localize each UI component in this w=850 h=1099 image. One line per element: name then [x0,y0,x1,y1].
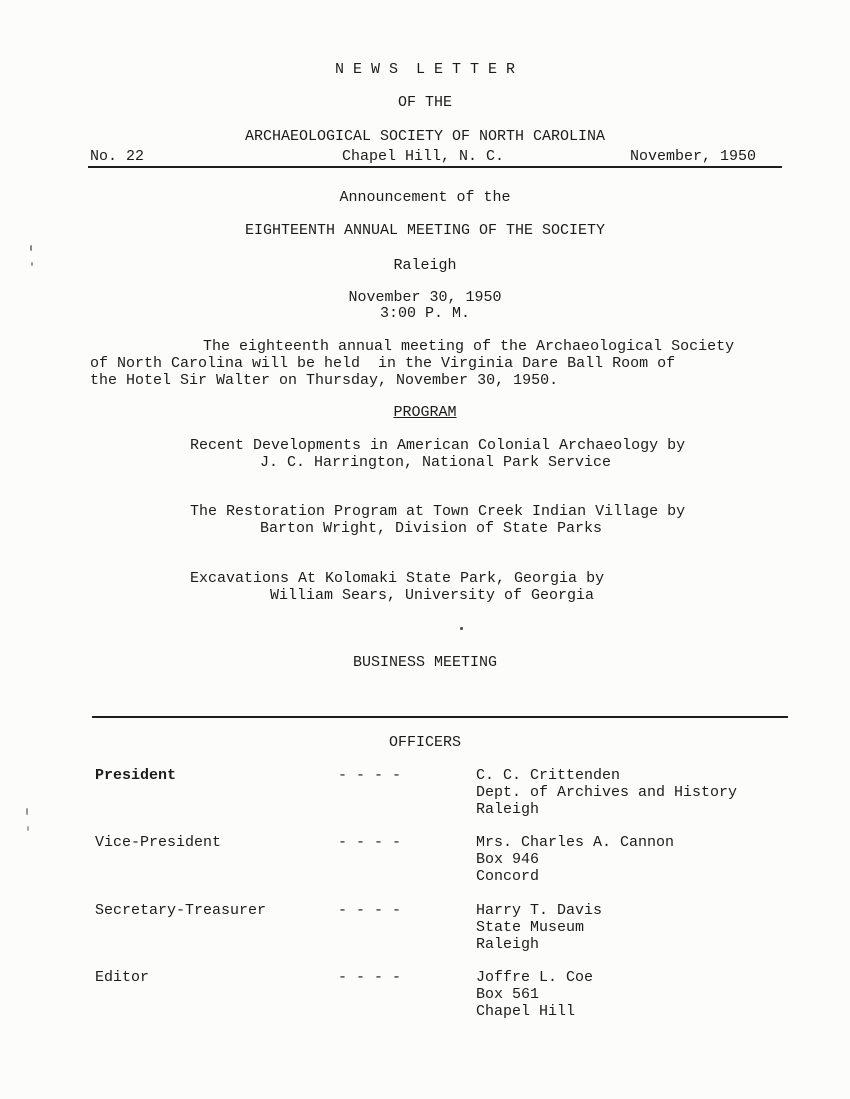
meeting-date: November 30, 1950 [348,289,502,306]
issue-number: No. 22 [90,148,145,165]
officer-role: Secretary-Treasurer [95,902,267,919]
announcement-paragraph-line: of North Carolina will be held in the Virginia Dare Ball Room of [90,355,676,372]
business-meeting: BUSINESS MEETING [352,654,498,671]
meeting-time: 3:00 P. M. [379,305,470,322]
officer-role: President [95,767,177,784]
officers-heading: OFFICERS [388,734,461,751]
announcement-paragraph-line: The eighteenth annual meeting of the Archaeological Society [203,338,735,355]
scan-mark [31,262,33,266]
officer-dashes: - - - - [338,767,402,784]
program-item-speaker: J. C. Harrington, National Park Service [260,454,612,471]
scan-mark [27,826,29,831]
program-item-title: Excavations At Kolomaki State Park, Georgia by [190,570,605,587]
announcement-intro: Announcement of the [339,189,511,206]
issue-date: November, 1950 [630,148,757,165]
officer-role: Editor [95,969,150,986]
officer-city: Chapel Hill [476,1003,576,1020]
program-item-speaker: Barton Wright, Division of State Parks [260,520,603,537]
officer-city: Concord [476,868,540,885]
officer-city: Raleigh [476,936,540,953]
officer-dashes: - - - - [338,902,402,919]
ink-dot [460,627,463,630]
scan-mark [26,808,28,815]
officer-name: Harry T. Davis [476,902,603,919]
newsletter-title: N E W S L E T T E R [334,61,516,78]
officer-address: Dept. of Archives and History [476,784,738,801]
newsletter-subtitle: OF THE [397,94,452,111]
officer-dashes: - - - - [338,969,402,986]
program-item-title: The Restoration Program at Town Creek Indian Village by [190,503,686,520]
officer-name: Mrs. Charles A. Cannon [476,834,675,851]
program-item-speaker: William Sears, University of Georgia [270,587,595,604]
section-rule [92,716,788,718]
meeting-city: Raleigh [393,257,457,274]
masthead-rule [88,166,782,168]
announcement-paragraph-line: the Hotel Sir Walter on Thursday, November 30, 1950. [90,372,559,389]
officer-address: State Museum [476,919,585,936]
officer-name: Joffre L. Coe [476,969,594,986]
scan-mark [30,245,32,251]
officer-address: Box 561 [476,986,540,1003]
officer-name: C. C. Crittenden [476,767,621,784]
officer-city: Raleigh [476,801,540,818]
program-item-title: Recent Developments in American Colonial Archaeology by [190,437,686,454]
officer-role: Vice-President [95,834,222,851]
officer-address: Box 946 [476,851,540,868]
program-heading: PROGRAM [393,404,457,421]
publication-place: Chapel Hill, N. C. [342,148,505,165]
society-name: ARCHAEOLOGICAL SOCIETY OF NORTH CAROLINA [244,128,606,145]
meeting-title: EIGHTEENTH ANNUAL MEETING OF THE SOCIETY [244,222,606,239]
officer-dashes: - - - - [338,834,402,851]
